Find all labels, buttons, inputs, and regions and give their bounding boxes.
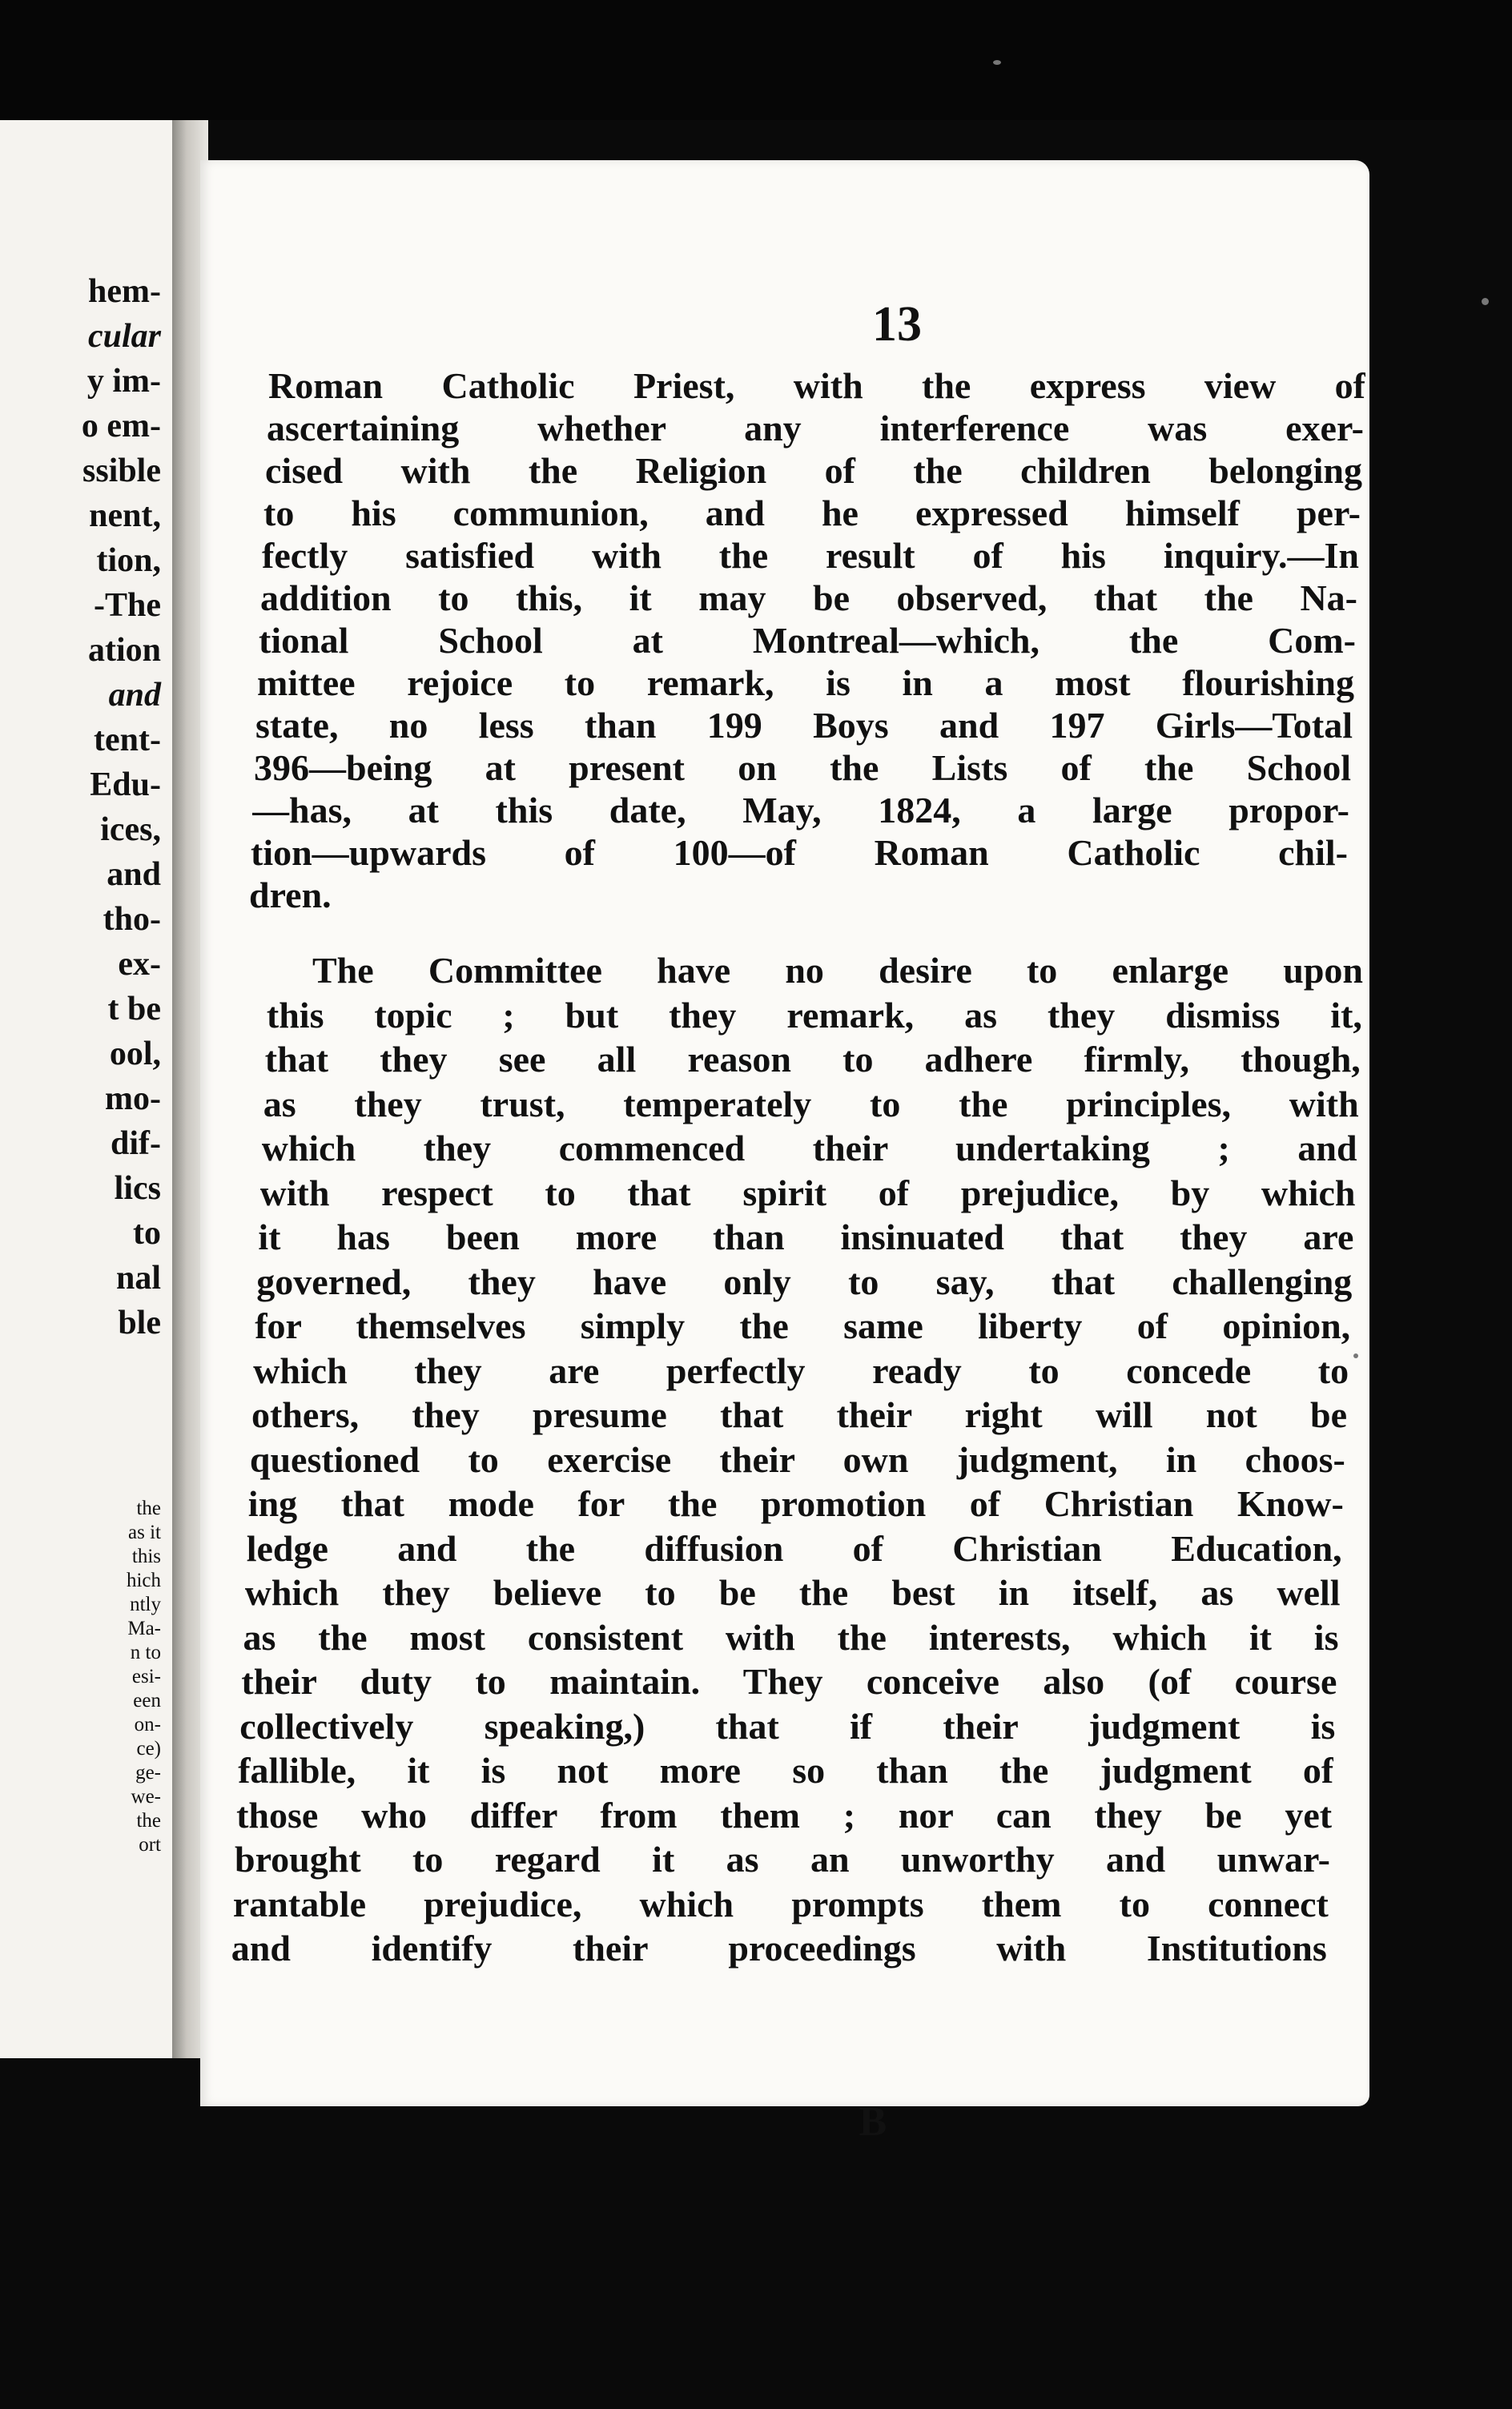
left-page-line: ool, (109, 1036, 161, 1072)
left-page-footnote-line: n to (130, 1642, 161, 1663)
left-page-line: and (107, 856, 161, 893)
text-line: 396—being at present on the Lists of the School (254, 747, 1351, 788)
left-page-line: y im- (86, 363, 161, 400)
text-line: dren. (249, 875, 332, 915)
text-line: which they believe to be the best in itself, as well (244, 1572, 1341, 1613)
left-page-line: lics (114, 1170, 161, 1207)
text-line: which they are perfectly ready to concede to (253, 1349, 1349, 1391)
text-line: state, no less than 199 Boys and 197 Girls—Total (255, 705, 1353, 746)
text-line: fallible, it is not more so than the judgment of (238, 1750, 1334, 1791)
left-page-line: hem- (88, 273, 161, 310)
left-page-line: nal (115, 1260, 161, 1297)
text-line: those who differ from them ; nor can they be yet (236, 1794, 1333, 1836)
text-line: fectly satisfied with the result of his inquiry.—In (262, 535, 1359, 576)
left-page-footnote-line: as it (128, 1522, 161, 1543)
left-page-footnote-line: ge- (135, 1762, 161, 1784)
text-line: as the most consistent with the interests, which it is (243, 1616, 1339, 1658)
left-page-line: tho- (103, 901, 161, 938)
text-line: others, they presume that their right will not be (251, 1394, 1347, 1435)
left-page-line: tent- (94, 722, 161, 758)
left-page-footnote-line: esi- (131, 1666, 161, 1687)
left-page-line: to (133, 1215, 161, 1252)
text-line: as they trust, temperately to the principles, with (263, 1083, 1359, 1124)
left-page-line: t be (107, 991, 161, 1028)
text-line: with respect to that spirit of prejudice, by which (259, 1172, 1356, 1213)
left-page-line: mo- (105, 1080, 161, 1117)
left-page-line: ex- (118, 946, 161, 983)
page-number: 13 (872, 297, 922, 352)
text-line: which they commenced their undertaking ; and (261, 1128, 1357, 1168)
left-page-footnote-line: hich (126, 1570, 161, 1591)
text-line: it has been more than insinuated that they are (258, 1217, 1354, 1257)
left-page-line: tion, (96, 542, 161, 579)
text-line: The Committee have no desire to enlarge upon (312, 950, 1363, 991)
text-line: tional School at Montreal—which, the Com- (259, 620, 1356, 661)
text-line: ing that mode for the promotion of Christian Know- (247, 1483, 1344, 1524)
left-page-line: and (108, 677, 161, 714)
left-page-line: cular (87, 318, 161, 355)
text-line: cised with the Religion of the children belonging (265, 450, 1362, 491)
text-line: collectively speaking,) that if their judgment is (239, 1705, 1336, 1747)
left-page-line: dif- (111, 1125, 161, 1162)
text-line: rantable prejudice, which prompts them to connect (232, 1883, 1329, 1924)
text-line: this topic ; but they remark, as they dismiss it, (266, 994, 1362, 1036)
dust-speck (993, 60, 1001, 65)
left-page-line: ation (87, 632, 161, 669)
text-line: mittee rejoice to remark, is in a most flourishing (257, 662, 1354, 703)
left-page-line: Edu- (90, 766, 161, 803)
text-line: addition to this, it may be observed, that the Na- (260, 577, 1357, 618)
dust-speck (1353, 1353, 1358, 1358)
text-line: ascertaining whether any interference was exer- (267, 408, 1364, 448)
text-line: questioned to exercise their own judgment, in choos- (249, 1438, 1345, 1480)
left-page-footnote-line: een (133, 1690, 161, 1711)
text-line: —has, at this date, May, 1824, a large propor- (252, 790, 1349, 830)
left-page-footnote-line: the (136, 1498, 161, 1519)
dust-speck (1482, 298, 1489, 305)
left-page-footnote-line: Ma- (127, 1618, 161, 1639)
text-line: brought to regard it as an unworthy and unwar- (235, 1839, 1330, 1880)
text-line: that they see all reason to adhere firmly, though, (264, 1039, 1361, 1080)
left-page-footnote-line: ce) (136, 1738, 161, 1759)
left-page-footnote-line: ort (139, 1834, 161, 1856)
left-page-line: ble (118, 1305, 161, 1341)
left-page-footnote-line: we- (131, 1786, 161, 1808)
text-line: and identify their proceedings with Institutions (231, 1928, 1327, 1969)
text-line: tion—upwards of 100—of Roman Catholic chil- (251, 832, 1348, 873)
left-page-line: -The (94, 587, 161, 624)
text-line: for themselves simply the same liberty of opinion, (255, 1305, 1351, 1346)
text-line: their duty to maintain. They conceive also (of course (241, 1661, 1337, 1702)
left-page-fragment (0, 120, 180, 2058)
text-line: Roman Catholic Priest, with the express view of (268, 365, 1365, 406)
scanner-background (0, 0, 1512, 120)
left-page-footnote-line: ntly (130, 1594, 161, 1615)
signature-mark: B (859, 2099, 887, 2145)
left-page-footnote-line: the (136, 1810, 161, 1832)
right-page (200, 160, 1369, 2145)
body-text (200, 160, 1369, 2106)
left-page-line: ices, (100, 811, 161, 848)
left-page-line: nent, (89, 497, 161, 534)
left-page-footnote-line: on- (134, 1714, 161, 1735)
text-line: governed, they have only to say, that challenging (256, 1261, 1353, 1302)
text-line: to his communion, and he expressed himself per- (263, 493, 1361, 533)
left-page-line: ssible (82, 452, 161, 489)
left-page-footnote-line: this (131, 1546, 161, 1567)
left-page-line: o em- (81, 408, 161, 444)
text-line: ledge and the diffusion of Christian Education, (246, 1527, 1342, 1569)
